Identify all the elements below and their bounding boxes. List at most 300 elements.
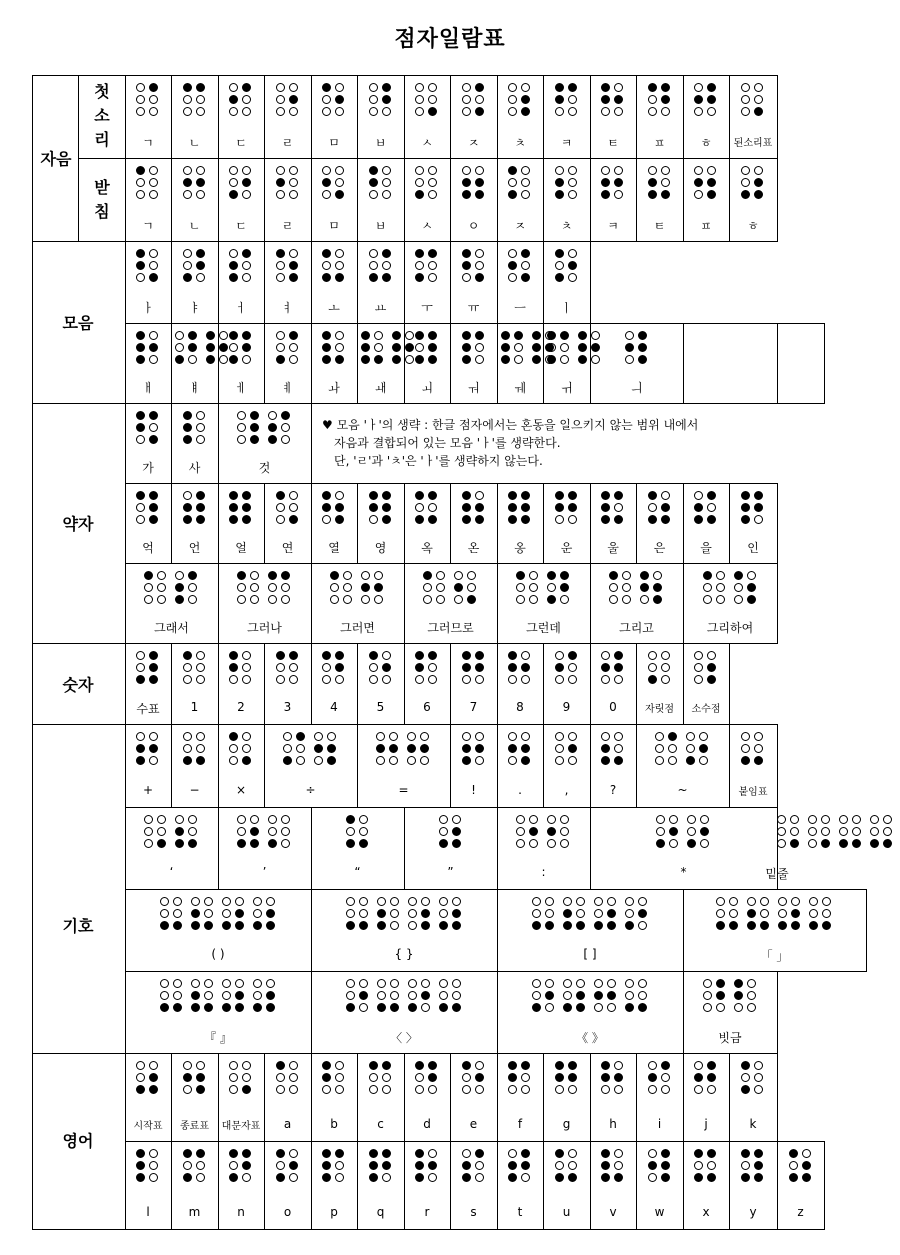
braille-pattern: [229, 331, 253, 366]
raised-dot: [555, 273, 564, 282]
braille-entry-english1: [729, 1053, 777, 1141]
flat-dot: [883, 827, 892, 836]
raised-dot: [369, 651, 378, 660]
braille-pattern: [462, 491, 486, 526]
braille-cell: [555, 651, 579, 686]
braille-cell: [415, 83, 439, 118]
flat-dot: [157, 815, 166, 824]
braille-entry-initial: [729, 75, 777, 158]
flat-dot: [870, 815, 879, 824]
braille-entry-symbols2: [218, 807, 311, 889]
raised-dot: [521, 1161, 530, 1170]
flat-dot: [250, 571, 259, 580]
raised-dot: [377, 1003, 386, 1012]
braille-cell: [322, 249, 346, 284]
raised-dot: [568, 1073, 577, 1082]
flat-dot: [754, 83, 763, 92]
flat-dot: [382, 178, 391, 187]
braille-pattern: [229, 1149, 253, 1184]
raised-dot: [545, 921, 554, 930]
raised-dot: [475, 273, 484, 282]
flat-dot: [694, 166, 703, 175]
raised-dot: [661, 515, 670, 524]
braille-cell: [415, 331, 439, 366]
raised-dot: [322, 491, 331, 500]
braille-cell: [555, 83, 579, 118]
flat-dot: [754, 1061, 763, 1070]
raised-dot: [229, 663, 238, 672]
raised-dot: [322, 249, 331, 258]
raised-dot: [415, 515, 424, 524]
raised-dot: [149, 491, 158, 500]
raised-dot: [346, 1003, 355, 1012]
flat-dot: [415, 95, 424, 104]
raised-dot: [149, 435, 158, 444]
raised-dot: [601, 1161, 610, 1170]
raised-dot: [196, 178, 205, 187]
flat-dot: [529, 571, 538, 580]
flat-dot: [428, 190, 437, 199]
raised-dot: [741, 1061, 750, 1070]
flat-dot: [734, 583, 743, 592]
flat-dot: [376, 732, 385, 741]
raised-dot: [462, 744, 471, 753]
braille-cell: [648, 166, 672, 201]
raised-dot: [136, 166, 145, 175]
braille-label: ㅌ: [653, 219, 666, 233]
flat-dot: [754, 1085, 763, 1094]
raised-dot: [229, 1149, 238, 1158]
raised-dot: [462, 331, 471, 340]
raised-dot: [707, 515, 716, 524]
flat-dot: [289, 1085, 298, 1094]
flat-dot: [475, 756, 484, 765]
raised-dot: [407, 744, 416, 753]
raised-dot: [322, 331, 331, 340]
raised-dot: [250, 435, 259, 444]
raised-dot: [206, 343, 215, 352]
raised-dot: [521, 756, 530, 765]
braille-cell: [439, 979, 463, 1014]
braille-entry-numbers: [357, 643, 404, 724]
braille-pattern: [741, 166, 765, 201]
flat-dot: [149, 1173, 158, 1182]
flat-dot: [694, 1061, 703, 1070]
flat-dot: [268, 583, 277, 592]
raised-dot: [136, 756, 145, 765]
raised-dot: [694, 1149, 703, 1158]
raised-dot: [703, 571, 712, 580]
braille-pattern: [322, 166, 346, 201]
raised-dot: [547, 571, 556, 580]
raised-dot: [188, 343, 197, 352]
braille-pattern: [694, 491, 718, 526]
raised-dot: [734, 979, 743, 988]
flat-dot: [532, 979, 541, 988]
braille-entry-english1: [218, 1053, 264, 1141]
braille-pattern: [601, 732, 625, 767]
raised-dot: [136, 423, 145, 432]
braille-entry-english2: [590, 1141, 636, 1229]
flat-dot: [204, 991, 213, 1000]
braille-pattern: [415, 83, 439, 118]
raised-dot: [382, 83, 391, 92]
flat-dot: [390, 897, 399, 906]
grid-line: [824, 323, 825, 404]
raised-dot: [369, 503, 378, 512]
flat-dot: [415, 83, 424, 92]
braille-pattern: [508, 166, 532, 201]
raised-dot: [614, 515, 623, 524]
raised-dot: [289, 261, 298, 270]
braille-entry-english2: [218, 1141, 264, 1229]
raised-dot: [428, 343, 437, 352]
raised-dot: [196, 249, 205, 258]
flat-dot: [136, 1061, 145, 1070]
braille-entry-abbr3: [683, 563, 777, 643]
braille-cell: [322, 83, 346, 118]
braille-label: ”: [447, 865, 454, 879]
raised-dot: [462, 491, 471, 500]
flat-dot: [614, 1085, 623, 1094]
braille-entry-symbols2: [497, 807, 590, 889]
flat-dot: [389, 756, 398, 765]
braille-cell: [183, 83, 207, 118]
braille-pattern: [276, 249, 300, 284]
raised-dot: [625, 343, 634, 352]
raised-dot: [555, 249, 564, 258]
flat-dot: [183, 107, 192, 116]
flat-dot: [149, 166, 158, 175]
braille-label: 영: [374, 541, 387, 555]
raised-dot: [322, 83, 331, 92]
raised-dot: [136, 355, 145, 364]
flat-dot: [229, 83, 238, 92]
braille-cell: [136, 411, 160, 446]
braille-cell: [648, 491, 672, 526]
raised-dot: [475, 515, 484, 524]
flat-dot: [428, 83, 437, 92]
raised-dot: [136, 744, 145, 753]
braille-cell: [183, 732, 207, 767]
flat-dot: [516, 839, 525, 848]
braille-cell: [501, 331, 525, 366]
flat-dot: [560, 595, 569, 604]
flat-dot: [322, 95, 331, 104]
raised-dot: [516, 571, 525, 580]
braille-label: ㅅ: [421, 136, 433, 150]
raised-dot: [747, 909, 756, 918]
braille-entry-initial: [683, 75, 729, 158]
flat-dot: [407, 756, 416, 765]
braille-pattern: [532, 897, 649, 932]
flat-dot: [555, 166, 564, 175]
flat-dot: [839, 827, 848, 836]
braille-entry-vowel1: [404, 241, 450, 323]
raised-dot: [578, 355, 587, 364]
raised-dot: [462, 190, 471, 199]
category-symbol: 기호: [62, 916, 94, 936]
raised-dot: [346, 839, 355, 848]
braille-cell: [747, 897, 771, 932]
raised-dot: [149, 515, 158, 524]
flat-dot: [415, 503, 424, 512]
braille-label: z: [797, 1205, 804, 1219]
raised-dot: [601, 744, 610, 753]
flat-dot: [529, 839, 538, 848]
flat-dot: [521, 1073, 530, 1082]
braille-pattern: [330, 571, 385, 606]
braille-label: :: [541, 865, 546, 879]
braille-cell: [415, 1061, 439, 1096]
raised-dot: [687, 839, 696, 848]
flat-dot: [196, 411, 205, 420]
braille-pattern: [183, 1061, 207, 1096]
braille-label: ÷: [305, 783, 316, 797]
raised-dot: [361, 331, 370, 340]
braille-cell: [229, 249, 253, 284]
braille-entry-symbols2: [590, 807, 777, 889]
raised-dot: [790, 839, 799, 848]
raised-dot: [322, 355, 331, 364]
raised-dot: [568, 744, 577, 753]
raised-dot: [136, 331, 145, 340]
raised-dot: [242, 491, 251, 500]
flat-dot: [716, 571, 725, 580]
braille-cell: [415, 166, 439, 201]
flat-dot: [374, 595, 383, 604]
flat-dot: [237, 435, 246, 444]
raised-dot: [415, 651, 424, 660]
braille-pattern: [237, 411, 292, 446]
braille-pattern: [741, 732, 765, 767]
braille-pattern: [555, 1149, 579, 1184]
braille-label: n: [237, 1205, 245, 1219]
flat-dot: [439, 897, 448, 906]
braille-cell: [462, 1061, 486, 1096]
raised-dot: [204, 921, 213, 930]
raised-dot: [183, 178, 192, 187]
braille-pattern: [601, 1061, 625, 1096]
braille-cell: [532, 979, 556, 1014]
raised-dot: [521, 1061, 530, 1070]
braille-cell: [809, 897, 833, 932]
flat-dot: [289, 249, 298, 258]
raised-dot: [268, 435, 277, 444]
flat-dot: [694, 1161, 703, 1170]
raised-dot: [206, 331, 215, 340]
flat-dot: [136, 1073, 145, 1082]
raised-dot: [607, 921, 616, 930]
flat-dot: [741, 732, 750, 741]
raised-dot: [196, 83, 205, 92]
braille-label: 1: [190, 700, 199, 714]
flat-dot: [359, 979, 368, 988]
flat-dot: [568, 732, 577, 741]
braille-entry-symbols4: [125, 971, 311, 1053]
raised-dot: [229, 95, 238, 104]
braille-cell: [741, 1061, 765, 1096]
page-title: 점자일람표: [394, 27, 506, 52]
flat-dot: [420, 732, 429, 741]
raised-dot: [296, 732, 305, 741]
braille-entry-abbr2: [404, 483, 450, 563]
braille-label: 얼: [235, 541, 247, 555]
flat-dot: [149, 190, 158, 199]
raised-dot: [638, 343, 647, 352]
flat-dot: [382, 1173, 391, 1182]
raised-dot: [653, 583, 662, 592]
raised-dot: [638, 355, 647, 364]
flat-dot: [439, 909, 448, 918]
raised-dot: [428, 491, 437, 500]
flat-dot: [516, 827, 525, 836]
flat-dot: [694, 663, 703, 672]
braille-cell: [870, 815, 894, 850]
raised-dot: [289, 651, 298, 660]
raised-dot: [563, 1003, 572, 1012]
flat-dot: [741, 178, 750, 187]
flat-dot: [475, 675, 484, 684]
flat-dot: [322, 166, 331, 175]
flat-dot: [242, 273, 251, 282]
braille-label: 된소리표: [733, 138, 773, 149]
braille-pattern: [183, 166, 207, 201]
flat-dot: [699, 732, 708, 741]
flat-dot: [229, 343, 238, 352]
raised-dot: [346, 815, 355, 824]
flat-dot: [625, 991, 634, 1000]
braille-entry-numbers: [590, 643, 636, 724]
raised-dot: [415, 1061, 424, 1070]
braille-cell: [648, 651, 672, 686]
raised-dot: [183, 273, 192, 282]
braille-label: 2: [237, 700, 245, 714]
raised-dot: [694, 515, 703, 524]
braille-label: “: [354, 865, 361, 879]
braille-label: ㅓ: [235, 301, 247, 315]
grid-line: [590, 241, 591, 324]
raised-dot: [289, 273, 298, 282]
flat-dot: [242, 1061, 251, 1070]
flat-dot: [640, 595, 649, 604]
braille-entry-vowel2: [357, 323, 404, 403]
raised-dot: [532, 355, 541, 364]
raised-dot: [188, 331, 197, 340]
flat-dot: [760, 897, 769, 906]
raised-dot: [707, 675, 716, 684]
raised-dot: [614, 178, 623, 187]
raised-dot: [601, 1149, 610, 1158]
flat-dot: [568, 107, 577, 116]
braille-cell: [322, 491, 346, 526]
raised-dot: [555, 1073, 564, 1082]
flat-dot: [508, 732, 517, 741]
braille-pattern: [508, 491, 532, 526]
flat-dot: [149, 732, 158, 741]
raised-dot: [359, 921, 368, 930]
raised-dot: [229, 331, 238, 340]
raised-dot: [452, 909, 461, 918]
flat-dot: [694, 675, 703, 684]
braille-pattern: [136, 249, 160, 284]
flat-dot: [382, 166, 391, 175]
flat-dot: [335, 178, 344, 187]
grid-line: [777, 563, 778, 644]
flat-dot: [173, 897, 182, 906]
flat-dot: [687, 815, 696, 824]
braille-label: c: [377, 1117, 384, 1131]
braille-cell: [330, 571, 354, 606]
raised-dot: [638, 1003, 647, 1012]
braille-entry-symbols1: [497, 724, 543, 807]
note-line-3: 단, 'ㄹ'과 'ㅊ'은 'ㅏ'를 생략하지 않는다.: [334, 454, 543, 468]
flat-dot: [276, 83, 285, 92]
raised-dot: [521, 95, 530, 104]
raised-dot: [335, 663, 344, 672]
flat-dot: [276, 1085, 285, 1094]
braille-entry-abbr3: [590, 563, 683, 643]
braille-pattern: [144, 571, 199, 606]
braille-label: 운: [560, 541, 573, 555]
flat-dot: [694, 107, 703, 116]
raised-dot: [661, 83, 670, 92]
raised-dot: [521, 491, 530, 500]
flat-dot: [741, 744, 750, 753]
braille-entry-symbols2: [404, 807, 497, 889]
raised-dot: [335, 1149, 344, 1158]
braille-cell: [462, 166, 486, 201]
flat-dot: [359, 1003, 368, 1012]
braille-pattern: [229, 491, 253, 526]
grid-line: [777, 158, 778, 242]
flat-dot: [346, 909, 355, 918]
flat-dot: [648, 95, 657, 104]
raised-dot: [289, 515, 298, 524]
flat-dot: [242, 261, 251, 270]
braille-label: ㅁ: [328, 136, 340, 150]
braille-label: ㄷ: [235, 136, 247, 150]
braille-label: ( ): [211, 947, 225, 961]
flat-dot: [754, 95, 763, 104]
raised-dot: [281, 411, 290, 420]
flat-dot: [160, 991, 169, 1000]
braille-label: e: [469, 1117, 478, 1131]
flat-dot: [144, 839, 153, 848]
braille-label: 그러나: [247, 621, 282, 635]
flat-dot: [136, 273, 145, 282]
raised-dot: [462, 1161, 471, 1170]
raised-dot: [361, 583, 370, 592]
flat-dot: [242, 190, 251, 199]
flat-dot: [694, 83, 703, 92]
flat-dot: [475, 355, 484, 364]
flat-dot: [462, 95, 471, 104]
subcategory-initial: 첫 소 리: [94, 82, 110, 149]
braille-entry-english1: [404, 1053, 450, 1141]
raised-dot: [700, 827, 709, 836]
flat-dot: [322, 190, 331, 199]
raised-dot: [734, 571, 743, 580]
flat-dot: [173, 991, 182, 1000]
braille-label: 언: [188, 541, 201, 555]
braille-entry-final: [636, 158, 683, 241]
braille-cell: [136, 331, 160, 366]
raised-dot: [149, 651, 158, 660]
braille-entry-vowel2: [311, 323, 357, 403]
flat-dot: [196, 744, 205, 753]
raised-dot: [439, 921, 448, 930]
